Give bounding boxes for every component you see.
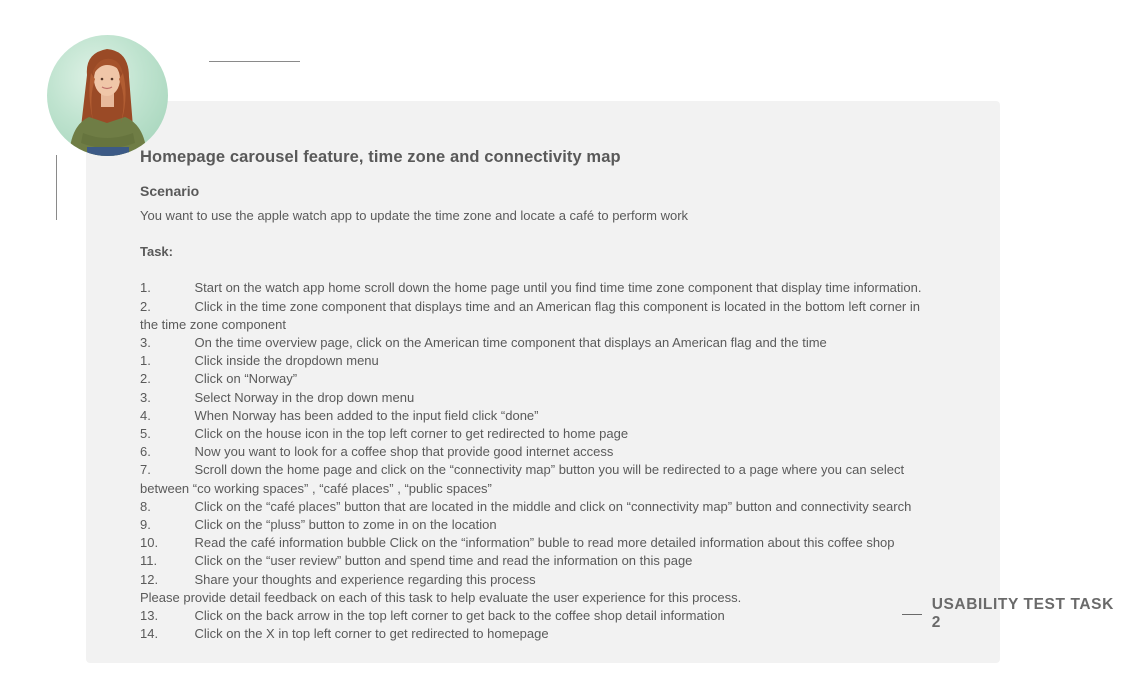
step-text: Now you want to look for a coffee shop that provide good internet access [194, 444, 614, 460]
list-item [140, 552, 980, 570]
page-title: Homepage carousel feature, time zone and connectivity map [140, 148, 621, 166]
step-number: 12. [140, 571, 159, 587]
task-content [140, 146, 980, 643]
step-number: 10. [140, 535, 159, 551]
step-number: 1. [140, 280, 151, 296]
step-number: 2. [140, 298, 151, 314]
step-number: 4. [140, 407, 151, 423]
step-number: 14. [140, 626, 159, 642]
left-divider-line [56, 155, 57, 220]
list-item [140, 571, 980, 589]
step-text: Click inside the dropdown menu [194, 353, 379, 369]
list-item [140, 461, 980, 479]
scenario-heading: Scenario [140, 183, 200, 199]
step-text: Click on the X in top left corner to get redirected to homepage [194, 626, 549, 642]
step-text: Click on the house icon in the top left corner to get redirected to home page [194, 426, 629, 442]
step-text: Click on the back arrow in the top left corner to get back to the coffee shop detail information [194, 608, 725, 624]
step-number: 2. [140, 371, 151, 387]
step-text: Click on “Norway” [194, 371, 298, 387]
list-item [140, 334, 980, 352]
list-item [140, 407, 980, 425]
list-item-continuation: the time zone component [140, 316, 286, 332]
task-list [140, 279, 980, 643]
list-item [140, 498, 980, 516]
list-item [140, 279, 980, 297]
step-text: Click on the “user review” button and spend time and read the information on this page [194, 553, 693, 569]
step-number: 7. [140, 462, 151, 478]
list-item-continuation: between “co working spaces” , “café places” , “public spaces” [140, 480, 492, 496]
step-number: 13. [140, 608, 159, 624]
section-label-text: USABILITY TEST TASK 2 [931, 596, 1114, 631]
label-dash [902, 614, 922, 615]
step-text: On the time overview page, click on the American time component that displays an American flag and the time [194, 335, 827, 351]
step-number: 3. [140, 335, 151, 351]
task-heading: Task: [140, 244, 173, 260]
step-number: 6. [140, 444, 151, 460]
avatar [47, 35, 168, 156]
list-item [140, 389, 980, 407]
list-item [140, 443, 980, 461]
list-item [140, 370, 980, 388]
step-text: Select Norway in the drop down menu [194, 389, 415, 405]
list-item [140, 352, 980, 370]
step-number: 8. [140, 498, 151, 514]
step-text: Click on the “café places” button that are located in the middle and click on “connectivity map” button and connectivity search [194, 498, 912, 514]
step-number: 1. [140, 353, 151, 369]
step-text: Start on the watch app home scroll down the home page until you find time time zone component that display time information. [194, 280, 922, 296]
scenario-text: You want to use the apple watch app to update the time zone and locate a café to perform work [140, 208, 689, 223]
step-text: Scroll down the home page and click on the “connectivity map” button you will be redirected to a page where you can select [194, 462, 905, 478]
list-item [140, 607, 980, 625]
section-label [902, 596, 1125, 632]
step-number: 5. [140, 426, 151, 442]
feedback-note: Please provide detail feedback on each of this task to help evaluate the user experience for this process. [140, 589, 742, 605]
step-text: Read the café information bubble Click on the “information” buble to read more detailed information about this coffee shop [194, 535, 895, 551]
step-number: 9. [140, 517, 151, 533]
step-text: Click on the “pluss” button to zome in on the location [194, 517, 497, 533]
step-number: 11. [140, 553, 158, 569]
step-text: Click in the time zone component that displays time and an American flag this component is located in the bottom left corner in [194, 298, 920, 314]
list-item [140, 534, 980, 552]
list-item [140, 516, 980, 534]
list-item [140, 425, 980, 443]
step-number: 3. [140, 389, 151, 405]
step-text: When Norway has been added to the input field click “done” [194, 407, 539, 423]
step-text: Share your thoughts and experience regarding this process [194, 571, 536, 587]
person-portrait-icon [47, 35, 168, 156]
top-divider-line [209, 61, 300, 62]
list-item [140, 625, 980, 643]
list-item [140, 298, 980, 316]
